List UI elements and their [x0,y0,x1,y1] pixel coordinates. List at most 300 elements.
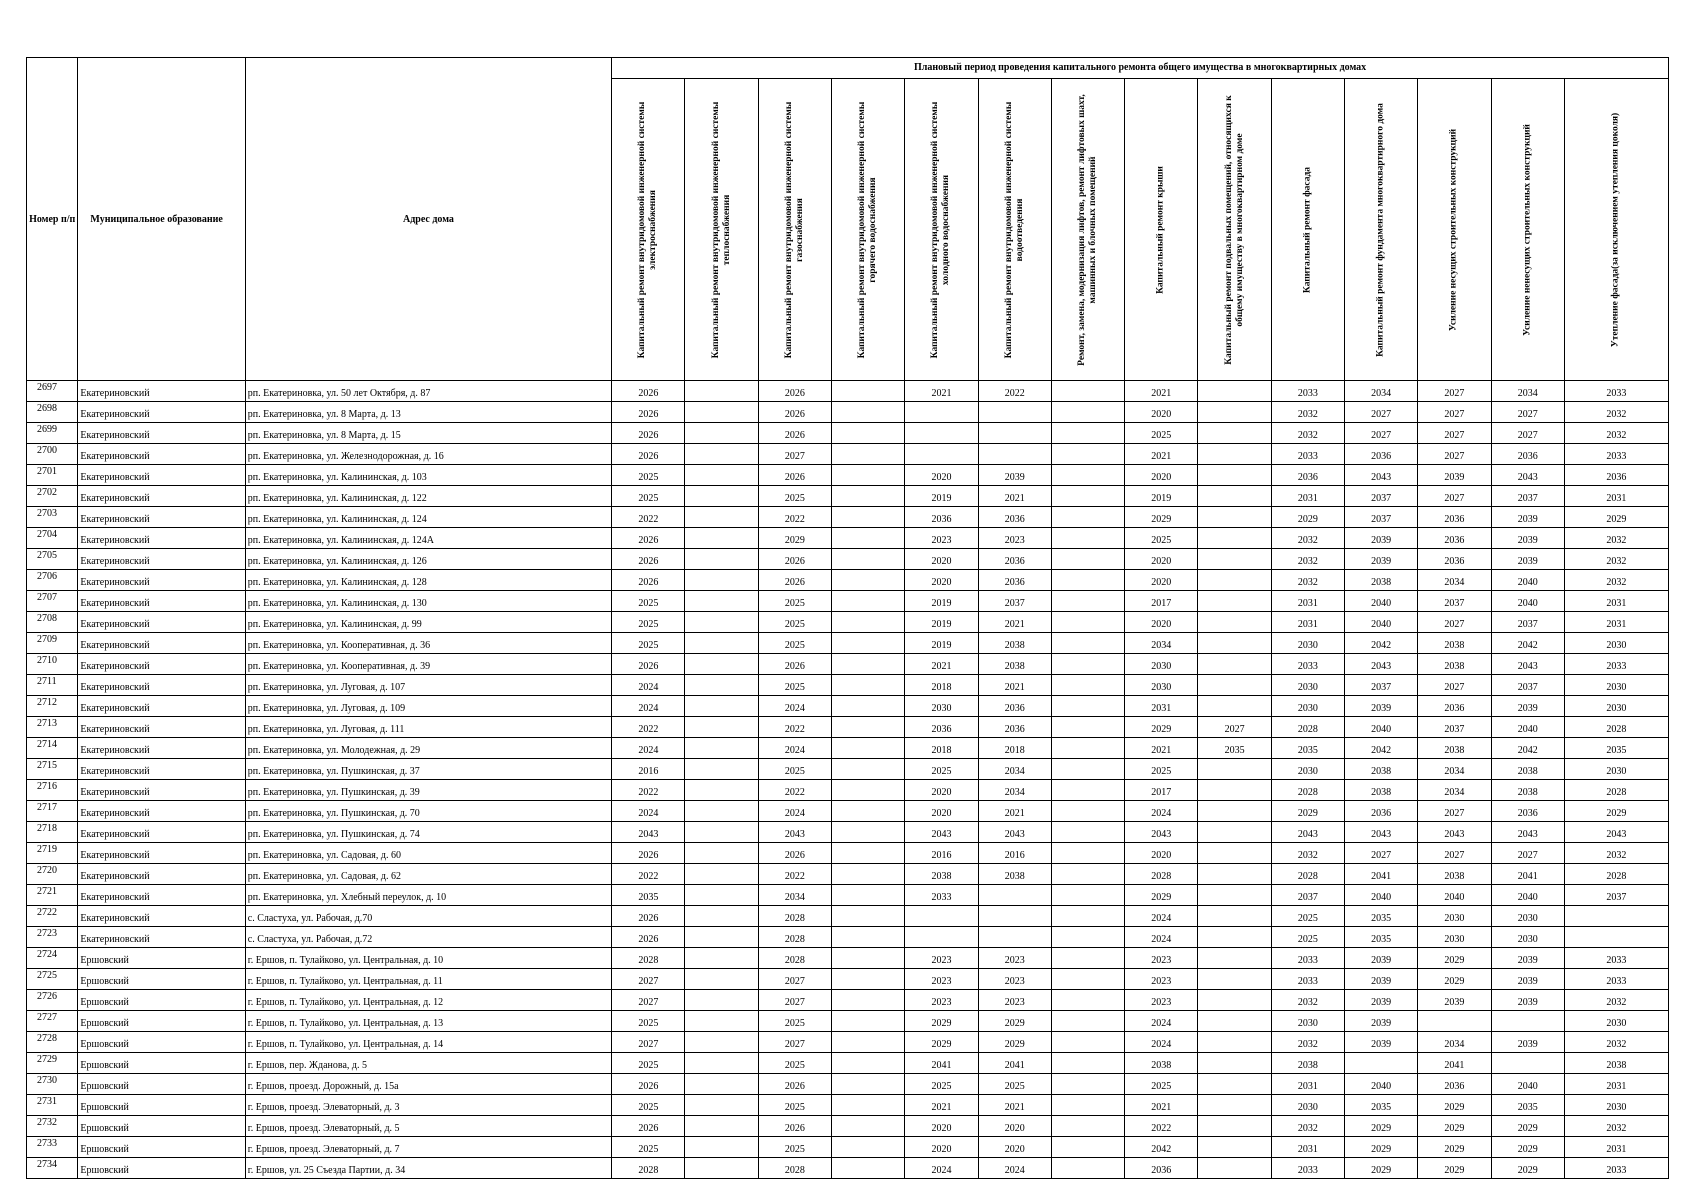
row-year-cell: 2019 [905,486,978,507]
row-year-cell [685,864,758,885]
row-year-cell: 2032 [1271,843,1344,864]
row-year-cell: 2030 [1125,654,1198,675]
row-year-cell [1198,990,1271,1011]
row-number: 2715 [27,759,78,780]
row-year-cell: 2024 [612,675,685,696]
row-address: с. Сластуха, ул. Рабочая, д.72 [245,927,611,948]
table-row [27,717,1669,738]
row-year-cell: 2026 [612,843,685,864]
row-year-cell [685,549,758,570]
row-year-cell [832,612,905,633]
row-year-cell: 2021 [1125,1095,1198,1116]
row-year-cell [1198,633,1271,654]
row-year-cell: 2033 [1564,381,1668,402]
row-year-cell: 2027 [1344,402,1417,423]
row-year-cell: 2031 [1271,612,1344,633]
row-year-cell [685,402,758,423]
row-year-cell: 2033 [1564,654,1668,675]
row-year-cell: 2036 [978,717,1051,738]
row-year-cell: 2028 [758,906,831,927]
row-number: 2712 [27,696,78,717]
row-year-cell: 2030 [1271,675,1344,696]
row-year-cell: 2032 [1271,990,1344,1011]
row-year-cell: 2039 [1491,1032,1564,1053]
row-year-cell [1198,675,1271,696]
header-work-label: Капитальный ремонт внутридомовой инженерной системы электроснабжения [637,101,659,358]
row-number: 2726 [27,990,78,1011]
header-work-label: Капитальный ремонт подвальных помещений, относящихся к общему имуществу в многоквартирном доме [1223,94,1245,365]
row-address: рп. Екатериновка, ул. 8 Марта, д. 15 [245,423,611,444]
row-year-cell: 2026 [758,843,831,864]
row-year-cell: 2021 [1125,444,1198,465]
row-year-cell: 2034 [1491,381,1564,402]
row-municipality: Ершовский [78,1074,245,1095]
row-year-cell: 2029 [1125,507,1198,528]
row-year-cell [832,696,905,717]
row-year-cell: 2037 [1418,591,1491,612]
row-year-cell [685,1011,758,1032]
row-municipality: Ершовский [78,1095,245,1116]
row-year-cell: 2040 [1491,717,1564,738]
row-year-cell: 2032 [1564,1116,1668,1137]
row-year-cell [1051,822,1124,843]
row-municipality: Екатериновский [78,822,245,843]
row-year-cell: 2021 [905,1095,978,1116]
row-year-cell [1051,465,1124,486]
row-year-cell: 2040 [1344,591,1417,612]
row-year-cell: 2030 [1564,696,1668,717]
row-year-cell [685,759,758,780]
row-year-cell [1198,1137,1271,1158]
row-year-cell: 2042 [1491,633,1564,654]
row-municipality: Екатериновский [78,591,245,612]
row-municipality: Ершовский [78,948,245,969]
row-year-cell: 2027 [758,990,831,1011]
row-year-cell [685,885,758,906]
header-work-11 [1344,79,1417,381]
row-year-cell: 2025 [612,1011,685,1032]
row-year-cell [1198,906,1271,927]
row-year-cell [832,738,905,759]
row-year-cell: 2031 [1564,591,1668,612]
header-work-5 [905,79,978,381]
row-year-cell: 2022 [978,381,1051,402]
row-address: г. Ершов, ул. 25 Съезда Партии, д. 34 [245,1158,611,1179]
row-year-cell: 2043 [1418,822,1491,843]
row-municipality: Екатериновский [78,738,245,759]
row-year-cell: 2024 [758,801,831,822]
row-year-cell: 2020 [905,1137,978,1158]
table-row [27,654,1669,675]
row-year-cell [832,990,905,1011]
row-year-cell: 2026 [758,1116,831,1137]
row-year-cell: 2034 [758,885,831,906]
row-year-cell: 2021 [978,675,1051,696]
row-year-cell: 2016 [978,843,1051,864]
row-year-cell: 2020 [1125,402,1198,423]
row-year-cell: 2030 [1271,759,1344,780]
row-year-cell: 2039 [1344,969,1417,990]
row-year-cell: 2027 [758,444,831,465]
row-year-cell [1051,948,1124,969]
table-row [27,801,1669,822]
row-year-cell [685,843,758,864]
row-year-cell [832,486,905,507]
row-year-cell: 2025 [612,465,685,486]
row-year-cell [832,549,905,570]
row-year-cell: 2039 [978,465,1051,486]
row-year-cell: 2025 [1125,528,1198,549]
row-year-cell: 2025 [905,1074,978,1095]
row-year-cell: 2032 [1271,402,1344,423]
row-year-cell: 2026 [758,402,831,423]
row-year-cell: 2032 [1271,1116,1344,1137]
row-year-cell: 2035 [1564,738,1668,759]
row-year-cell: 2033 [1271,1158,1344,1179]
row-year-cell [1051,1116,1124,1137]
row-year-cell: 2029 [1564,801,1668,822]
row-year-cell: 2018 [905,675,978,696]
row-year-cell: 2030 [905,696,978,717]
row-year-cell: 2034 [978,780,1051,801]
row-year-cell: 2039 [1344,696,1417,717]
row-year-cell: 2025 [758,1137,831,1158]
row-address: г. Ершов, пер. Жданова, д. 5 [245,1053,611,1074]
row-year-cell: 2037 [1491,675,1564,696]
row-number: 2700 [27,444,78,465]
row-year-cell [1198,1011,1271,1032]
row-year-cell [1198,507,1271,528]
row-year-cell: 2039 [1344,549,1417,570]
row-number: 2714 [27,738,78,759]
row-year-cell: 2043 [758,822,831,843]
row-address: г. Ершов, проезд. Элеваторный, д. 7 [245,1137,611,1158]
row-number: 2699 [27,423,78,444]
header-municipality: Муниципальное образование [78,58,245,381]
row-year-cell [1198,969,1271,990]
row-year-cell: 2025 [612,591,685,612]
row-number: 2704 [27,528,78,549]
row-year-cell [832,948,905,969]
row-number: 2734 [27,1158,78,1179]
row-year-cell: 2027 [1344,843,1417,864]
row-year-cell: 2043 [1491,654,1564,675]
row-address: рп. Екатериновка, ул. 8 Марта, д. 13 [245,402,611,423]
row-year-cell: 2030 [1271,1095,1344,1116]
row-year-cell: 2042 [1125,1137,1198,1158]
row-number: 2725 [27,969,78,990]
row-year-cell: 2038 [905,864,978,885]
row-year-cell [685,444,758,465]
row-number: 2702 [27,486,78,507]
row-year-cell: 2026 [612,906,685,927]
row-year-cell [832,885,905,906]
row-number: 2724 [27,948,78,969]
row-year-cell: 2039 [1344,948,1417,969]
row-year-cell: 2037 [978,591,1051,612]
row-municipality: Екатериновский [78,381,245,402]
row-year-cell: 2024 [612,696,685,717]
row-year-cell: 2023 [978,969,1051,990]
row-year-cell [1198,591,1271,612]
row-year-cell [978,927,1051,948]
row-year-cell [1198,843,1271,864]
row-number: 2727 [27,1011,78,1032]
row-year-cell: 2021 [905,381,978,402]
row-number: 2710 [27,654,78,675]
row-year-cell: 2030 [1564,1011,1668,1032]
row-address: г. Ершов, проезд. Элеваторный, д. 5 [245,1116,611,1137]
row-year-cell [978,906,1051,927]
row-year-cell: 2035 [1344,1095,1417,1116]
row-year-cell [832,654,905,675]
header-work-13 [1491,79,1564,381]
row-year-cell: 2026 [758,381,831,402]
row-number: 2705 [27,549,78,570]
row-year-cell: 2026 [612,927,685,948]
row-municipality: Екатериновский [78,528,245,549]
row-number: 2732 [27,1116,78,1137]
row-year-cell: 2027 [612,990,685,1011]
table-row [27,1053,1669,1074]
row-number: 2733 [27,1137,78,1158]
row-year-cell: 2025 [758,1011,831,1032]
row-year-cell: 2020 [905,780,978,801]
row-year-cell [832,1158,905,1179]
row-year-cell: 2031 [1564,1137,1668,1158]
row-year-cell [1051,843,1124,864]
row-year-cell [1198,654,1271,675]
row-address: рп. Екатериновка, ул. Луговая, д. 109 [245,696,611,717]
row-year-cell: 2025 [758,1095,831,1116]
row-year-cell: 2039 [1491,948,1564,969]
row-year-cell [1491,1053,1564,1074]
row-year-cell: 2029 [1491,1158,1564,1179]
row-year-cell: 2026 [612,1074,685,1095]
table-row [27,696,1669,717]
row-municipality: Ершовский [78,1032,245,1053]
row-year-cell: 2039 [1491,696,1564,717]
row-year-cell [1051,864,1124,885]
row-year-cell: 2031 [1271,486,1344,507]
row-year-cell [1491,1011,1564,1032]
row-year-cell: 2043 [905,822,978,843]
row-municipality: Екатериновский [78,696,245,717]
row-year-cell: 2037 [1344,507,1417,528]
row-year-cell: 2022 [758,717,831,738]
row-year-cell: 2021 [1125,381,1198,402]
header-work-label: Капитальный ремонт фундамента многоквартирного дома [1375,102,1386,357]
row-year-cell: 2024 [758,696,831,717]
header-work-label: Капитальный ремонт фасада [1302,166,1313,293]
row-year-cell: 2033 [905,885,978,906]
row-year-cell: 2027 [612,1032,685,1053]
row-year-cell: 2037 [1491,486,1564,507]
header-address: Адрес дома [245,58,611,381]
row-year-cell [1198,801,1271,822]
row-year-cell: 2039 [1418,990,1491,1011]
row-year-cell [1051,549,1124,570]
row-municipality: Екатериновский [78,633,245,654]
row-address: рп. Екатериновка, ул. Хлебный переулок, д. 10 [245,885,611,906]
row-number: 2730 [27,1074,78,1095]
row-year-cell: 2017 [1125,591,1198,612]
row-year-cell: 2027 [1344,423,1417,444]
table-row [27,1158,1669,1179]
row-year-cell: 2024 [905,1158,978,1179]
row-year-cell: 2039 [1418,465,1491,486]
row-year-cell [1051,423,1124,444]
row-address: рп. Екатериновка, ул. Кооперативная, д. 36 [245,633,611,654]
row-year-cell: 2029 [1491,1137,1564,1158]
row-year-cell: 2029 [905,1011,978,1032]
row-year-cell [832,528,905,549]
row-year-cell: 2032 [1271,528,1344,549]
row-address: рп. Екатериновка, ул. Калининская, д. 128 [245,570,611,591]
table-row [27,780,1669,801]
row-year-cell: 2031 [1564,1074,1668,1095]
row-year-cell [1051,654,1124,675]
row-year-cell: 2024 [612,738,685,759]
row-municipality: Ершовский [78,1158,245,1179]
row-address: рп. Екатериновка, ул. Луговая, д. 107 [245,675,611,696]
header-work-1 [612,79,685,381]
row-year-cell: 2028 [612,948,685,969]
row-year-cell: 2025 [758,1053,831,1074]
row-year-cell: 2036 [1564,465,1668,486]
row-year-cell [685,969,758,990]
row-year-cell [1051,633,1124,654]
row-year-cell: 2032 [1271,1032,1344,1053]
row-year-cell: 2027 [758,969,831,990]
row-number: 2719 [27,843,78,864]
row-year-cell: 2026 [612,528,685,549]
row-year-cell [1198,1074,1271,1095]
table-row [27,633,1669,654]
row-year-cell: 2028 [1125,864,1198,885]
row-year-cell: 2020 [905,801,978,822]
row-year-cell: 2025 [905,759,978,780]
row-year-cell: 2024 [1125,1032,1198,1053]
row-address: рп. Екатериновка, ул. Садовая, д. 62 [245,864,611,885]
row-year-cell [685,381,758,402]
row-year-cell: 2036 [1418,549,1491,570]
header-work-9 [1198,79,1271,381]
row-year-cell: 2036 [1418,696,1491,717]
row-year-cell: 2023 [905,990,978,1011]
row-year-cell: 2027 [1491,843,1564,864]
row-year-cell [1198,822,1271,843]
row-number: 2701 [27,465,78,486]
row-address: рп. Екатериновка, ул. Кооперативная, д. 39 [245,654,611,675]
row-year-cell: 2024 [758,738,831,759]
row-year-cell: 2019 [905,612,978,633]
row-year-cell: 2022 [758,780,831,801]
row-year-cell: 2025 [612,633,685,654]
row-municipality: Екатериновский [78,927,245,948]
row-year-cell: 2040 [1491,1074,1564,1095]
row-year-cell: 2025 [758,486,831,507]
row-year-cell: 2035 [1198,738,1271,759]
row-year-cell: 2026 [612,444,685,465]
row-year-cell: 2025 [612,1053,685,1074]
table-row [27,591,1669,612]
row-municipality: Екатериновский [78,801,245,822]
row-year-cell: 2025 [758,612,831,633]
row-year-cell: 2018 [905,738,978,759]
row-year-cell: 2029 [1125,885,1198,906]
row-year-cell: 2021 [978,1095,1051,1116]
row-year-cell [1051,1074,1124,1095]
row-year-cell: 2033 [1271,444,1344,465]
row-year-cell [978,885,1051,906]
row-year-cell: 2043 [1564,822,1668,843]
row-year-cell: 2029 [1344,1158,1417,1179]
row-year-cell [1198,423,1271,444]
row-year-cell: 2040 [1344,1074,1417,1095]
row-year-cell: 2026 [758,549,831,570]
row-number: 2706 [27,570,78,591]
row-year-cell: 2025 [612,486,685,507]
row-year-cell: 2033 [1564,444,1668,465]
row-year-cell [1051,801,1124,822]
row-year-cell: 2039 [1491,528,1564,549]
row-municipality: Ершовский [78,990,245,1011]
row-year-cell: 2029 [1418,1116,1491,1137]
row-year-cell: 2032 [1271,570,1344,591]
row-year-cell [905,402,978,423]
row-year-cell: 2025 [758,759,831,780]
row-year-cell [685,1074,758,1095]
row-year-cell: 2041 [978,1053,1051,1074]
row-year-cell [685,906,758,927]
row-year-cell: 2022 [1125,1116,1198,1137]
row-year-cell [685,591,758,612]
row-address: г. Ершов, п. Тулайково, ул. Центральная, д. 14 [245,1032,611,1053]
row-year-cell: 2040 [1344,612,1417,633]
row-year-cell: 2041 [905,1053,978,1074]
row-year-cell: 2043 [1344,465,1417,486]
row-year-cell [1198,612,1271,633]
row-year-cell: 2036 [1491,801,1564,822]
row-year-cell: 2027 [1418,402,1491,423]
row-year-cell [905,423,978,444]
row-year-cell: 2026 [758,570,831,591]
row-year-cell [832,570,905,591]
row-number: 2728 [27,1032,78,1053]
row-year-cell: 2033 [1564,948,1668,969]
row-year-cell [832,843,905,864]
row-year-cell: 2034 [1418,570,1491,591]
row-year-cell: 2043 [1344,654,1417,675]
header-work-3 [758,79,831,381]
row-year-cell: 2026 [612,381,685,402]
row-year-cell: 2029 [1418,969,1491,990]
row-year-cell: 2040 [1418,885,1491,906]
row-year-cell: 2028 [1564,780,1668,801]
row-year-cell [685,738,758,759]
row-year-cell: 2038 [1418,654,1491,675]
row-number: 2713 [27,717,78,738]
row-number: 2707 [27,591,78,612]
row-year-cell: 2043 [1491,822,1564,843]
row-year-cell: 2037 [1344,486,1417,507]
row-year-cell: 2024 [1125,1011,1198,1032]
row-number: 2718 [27,822,78,843]
row-year-cell: 2020 [978,1137,1051,1158]
row-year-cell [832,822,905,843]
row-year-cell: 2019 [905,633,978,654]
